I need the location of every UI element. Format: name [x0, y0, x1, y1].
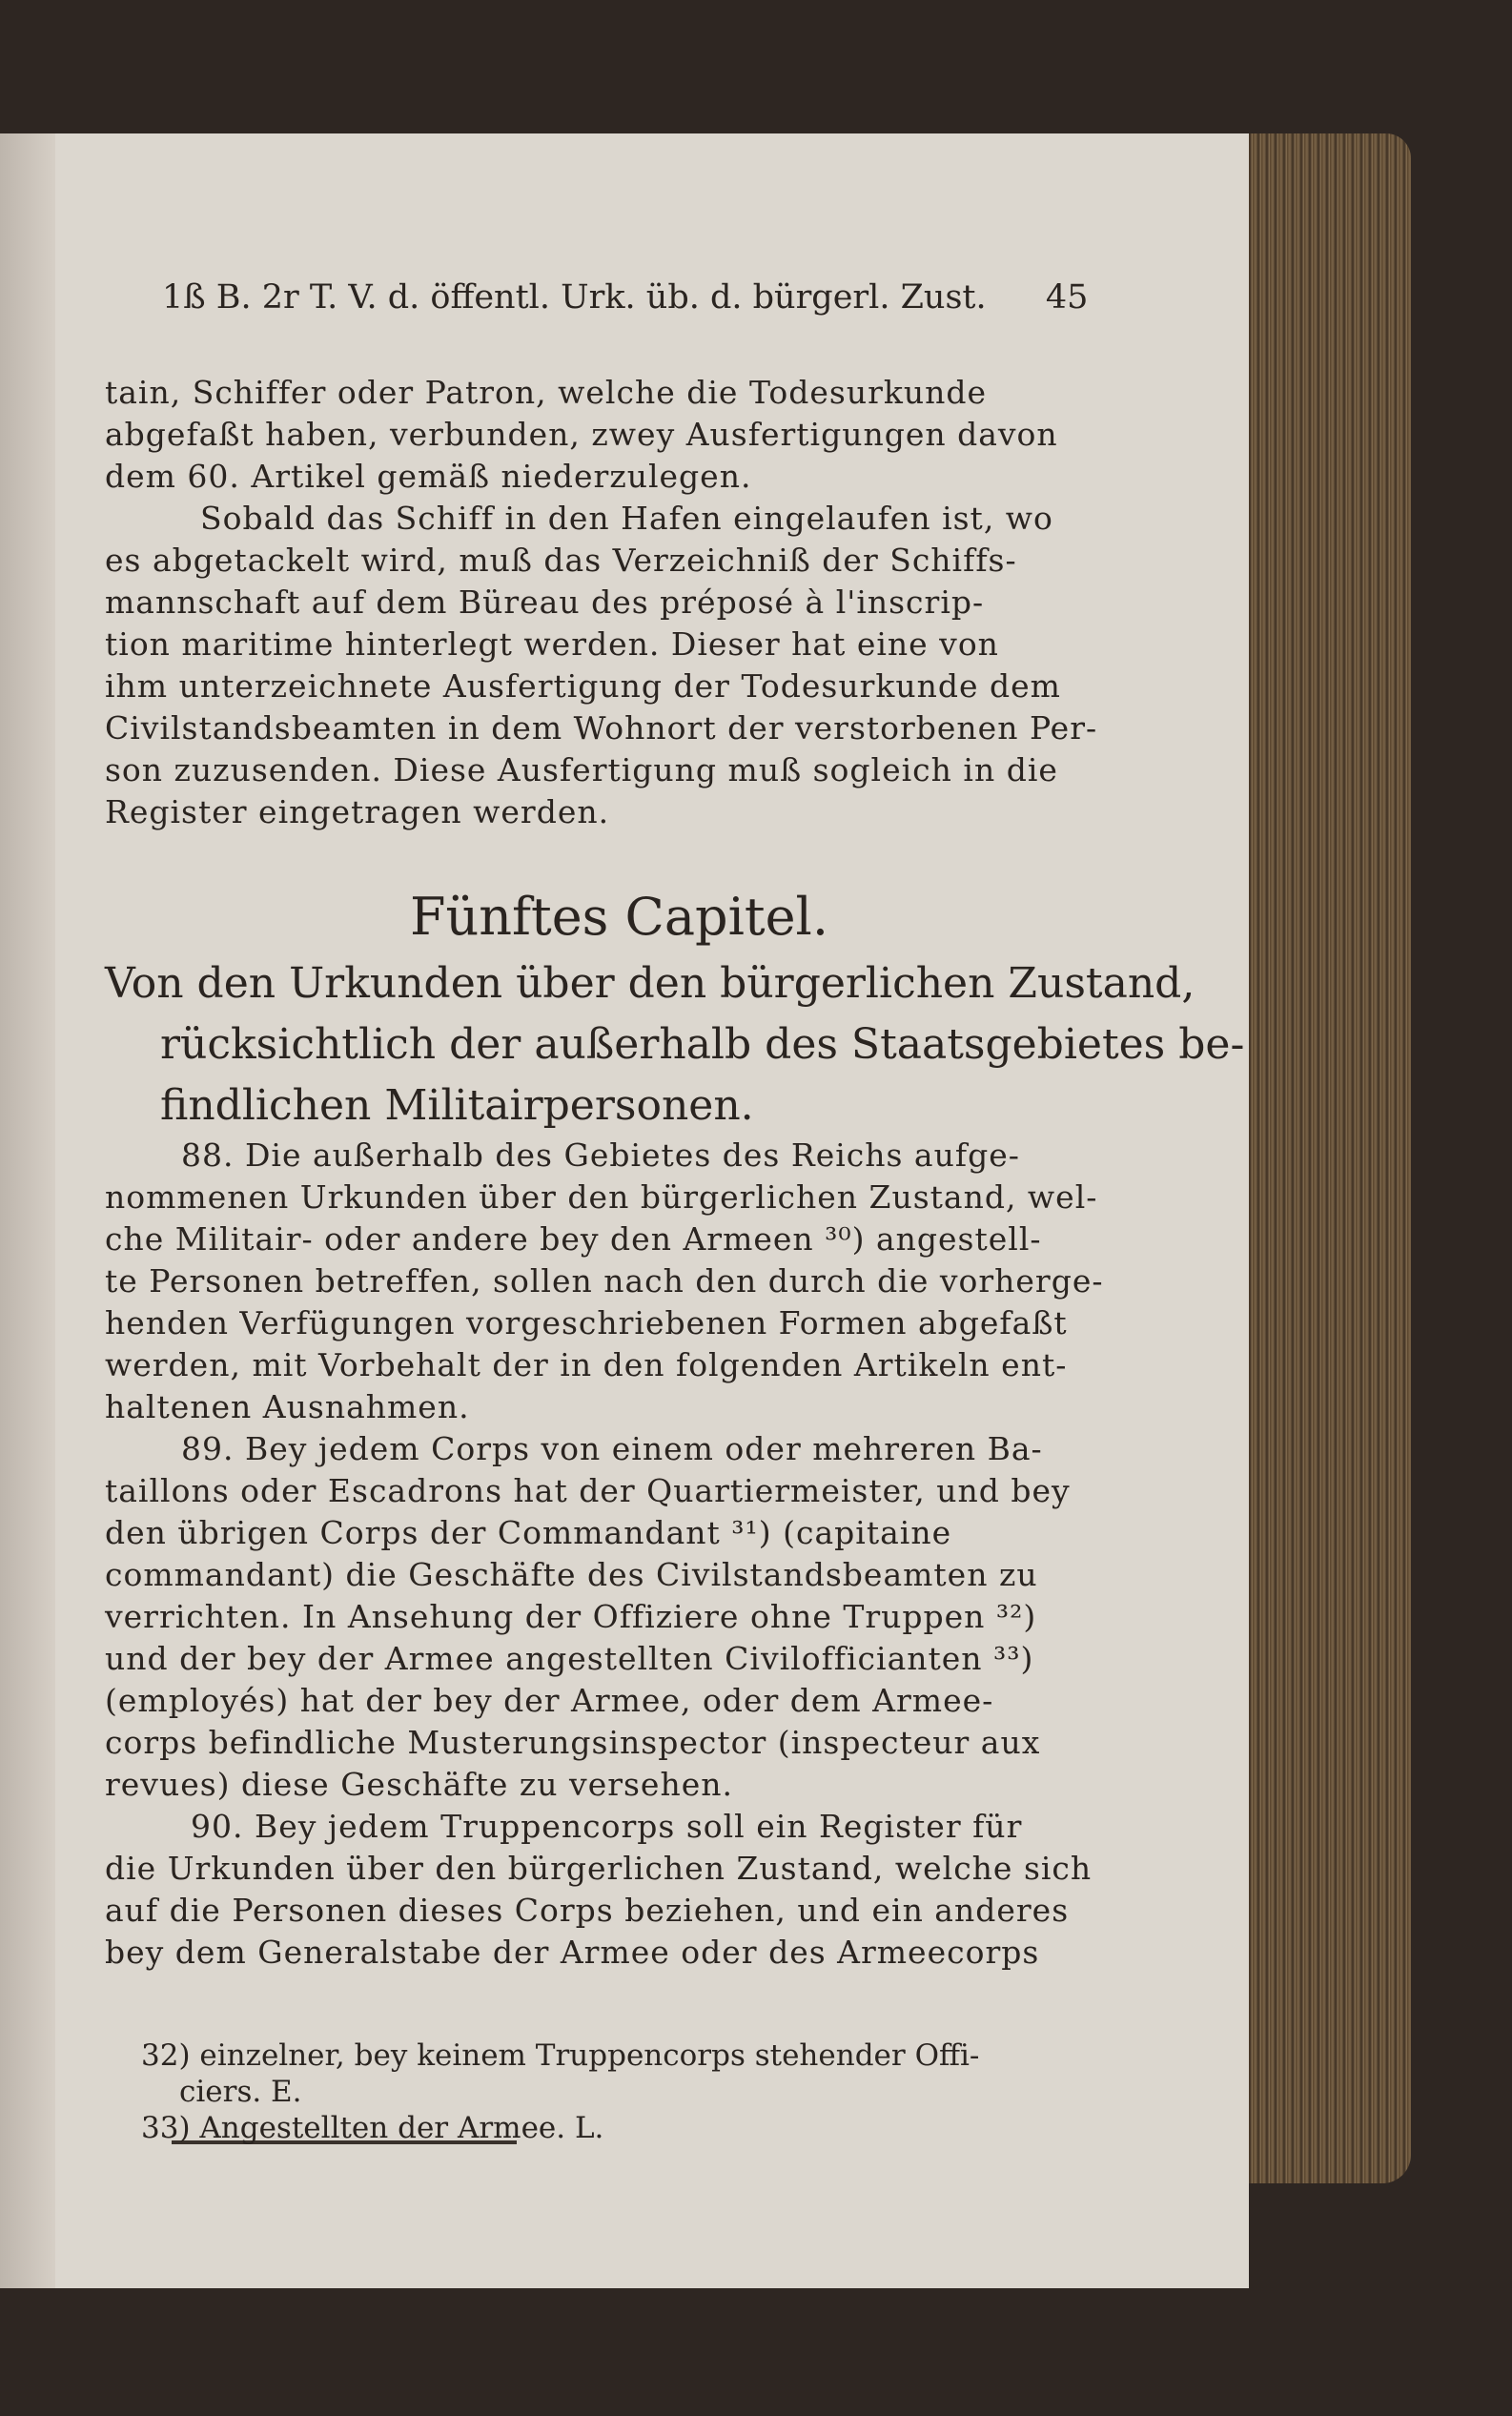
text-line: tain, Schiffer oder Patron, welche die Todesurkunde	[105, 374, 988, 411]
text-line: corps befindliche Musterungsinspector (inspecteur aux	[105, 1724, 1041, 1761]
text-line: commandant) die Geschäfte des Civilstandsbeamten zu	[105, 1556, 1038, 1593]
text-line: ihm unterzeichnete Ausfertigung der Todesurkunde dem	[105, 667, 1061, 705]
text-line: und der bey der Armee angestellten Civilofficianten ³³)	[105, 1640, 1034, 1677]
chapter-title: Fünftes Capitel.	[410, 887, 828, 947]
text-line: 88. Die außerhalb des Gebietes des Reichs aufge-	[181, 1136, 1020, 1174]
text-line: henden Verfügungen vorgeschriebenen Formen abgefaßt	[105, 1304, 1068, 1341]
text-line: auf die Personen dieses Corps beziehen, und ein anderes	[105, 1892, 1070, 1929]
text-line: tion maritime hinterlegt werden. Dieser hat eine von	[105, 625, 999, 663]
text-line: dem 60. Artikel gemäß niederzulegen.	[105, 458, 752, 495]
text-line: verrichten. In Ansehung der Offiziere ohne Truppen ³²)	[105, 1598, 1037, 1635]
text-line: es abgetackelt wird, muß das Verzeichniß der Schiffs-	[105, 542, 1017, 579]
chapter-subtitle-line: Von den Urkunden über den bürgerlichen Zustand,	[105, 959, 1195, 1008]
text-line: abgefaßt haben, verbunden, zwey Ausfertigungen davon	[105, 416, 1058, 453]
text-line: taillons oder Escadrons hat der Quartiermeister, und bey	[105, 1472, 1071, 1509]
book-page-edges	[1236, 133, 1411, 2183]
text-line: (employés) hat der bey der Armee, oder dem Armee-	[105, 1682, 994, 1719]
footnote-line: 32) einzelner, bey keinem Truppencorps stehender Offi-	[141, 2038, 980, 2073]
text-line: bey dem Generalstabe der Armee oder des Armeecorps	[105, 1934, 1040, 1971]
text-line: che Militair- oder andere bey den Armeen ³⁰) angestell-	[105, 1220, 1042, 1258]
text-line: revues) diese Geschäfte zu versehen.	[105, 1766, 733, 1803]
page-number: 45	[1045, 278, 1089, 317]
left-page-edge	[0, 133, 55, 2288]
chapter-subtitle-line: rücksichtlich der außerhalb des Staatsgebietes be-	[160, 1020, 1245, 1069]
chapter-subtitle-line: findlichen Militairpersonen.	[160, 1081, 754, 1130]
text-line: Register eingetragen werden.	[105, 793, 610, 830]
text-line: son zuzusenden. Diese Ausfertigung muß sogleich in die	[105, 751, 1058, 788]
footnote-line: 33) Angestellten der Armee. L.	[141, 2111, 604, 2145]
text-line: den übrigen Corps der Commandant ³¹) (capitaine	[105, 1514, 952, 1551]
text-line: nommenen Urkunden über den bürgerlichen Zustand, wel-	[105, 1178, 1098, 1216]
text-line: 90. Bey jedem Truppencorps soll ein Register für	[191, 1808, 1023, 1845]
text-line: mannschaft auf dem Büreau des préposé à l'inscrip-	[105, 584, 985, 621]
footnote-line: ciers. E.	[179, 2075, 302, 2109]
running-header: 1ß B. 2r T. V. d. öffentl. Urk. üb. d. bürgerl. Zust. 45	[162, 278, 1089, 317]
text-line: Civilstandsbeamten in dem Wohnort der verstorbenen Per-	[105, 709, 1098, 747]
text-line: die Urkunden über den bürgerlichen Zustand, welche sich	[105, 1850, 1093, 1887]
text-line: werden, mit Vorbehalt der in den folgenden Artikeln ent-	[105, 1346, 1068, 1383]
text-line: 89. Bey jedem Corps von einem oder mehreren Ba-	[181, 1430, 1043, 1467]
text-line: Sobald das Schiff in den Hafen eingelaufen ist, wo	[200, 500, 1053, 537]
text-line: haltenen Ausnahmen.	[105, 1388, 470, 1425]
text-line: te Personen betreffen, sollen nach den durch die vorherge-	[105, 1262, 1104, 1300]
book-page	[55, 133, 1249, 2288]
